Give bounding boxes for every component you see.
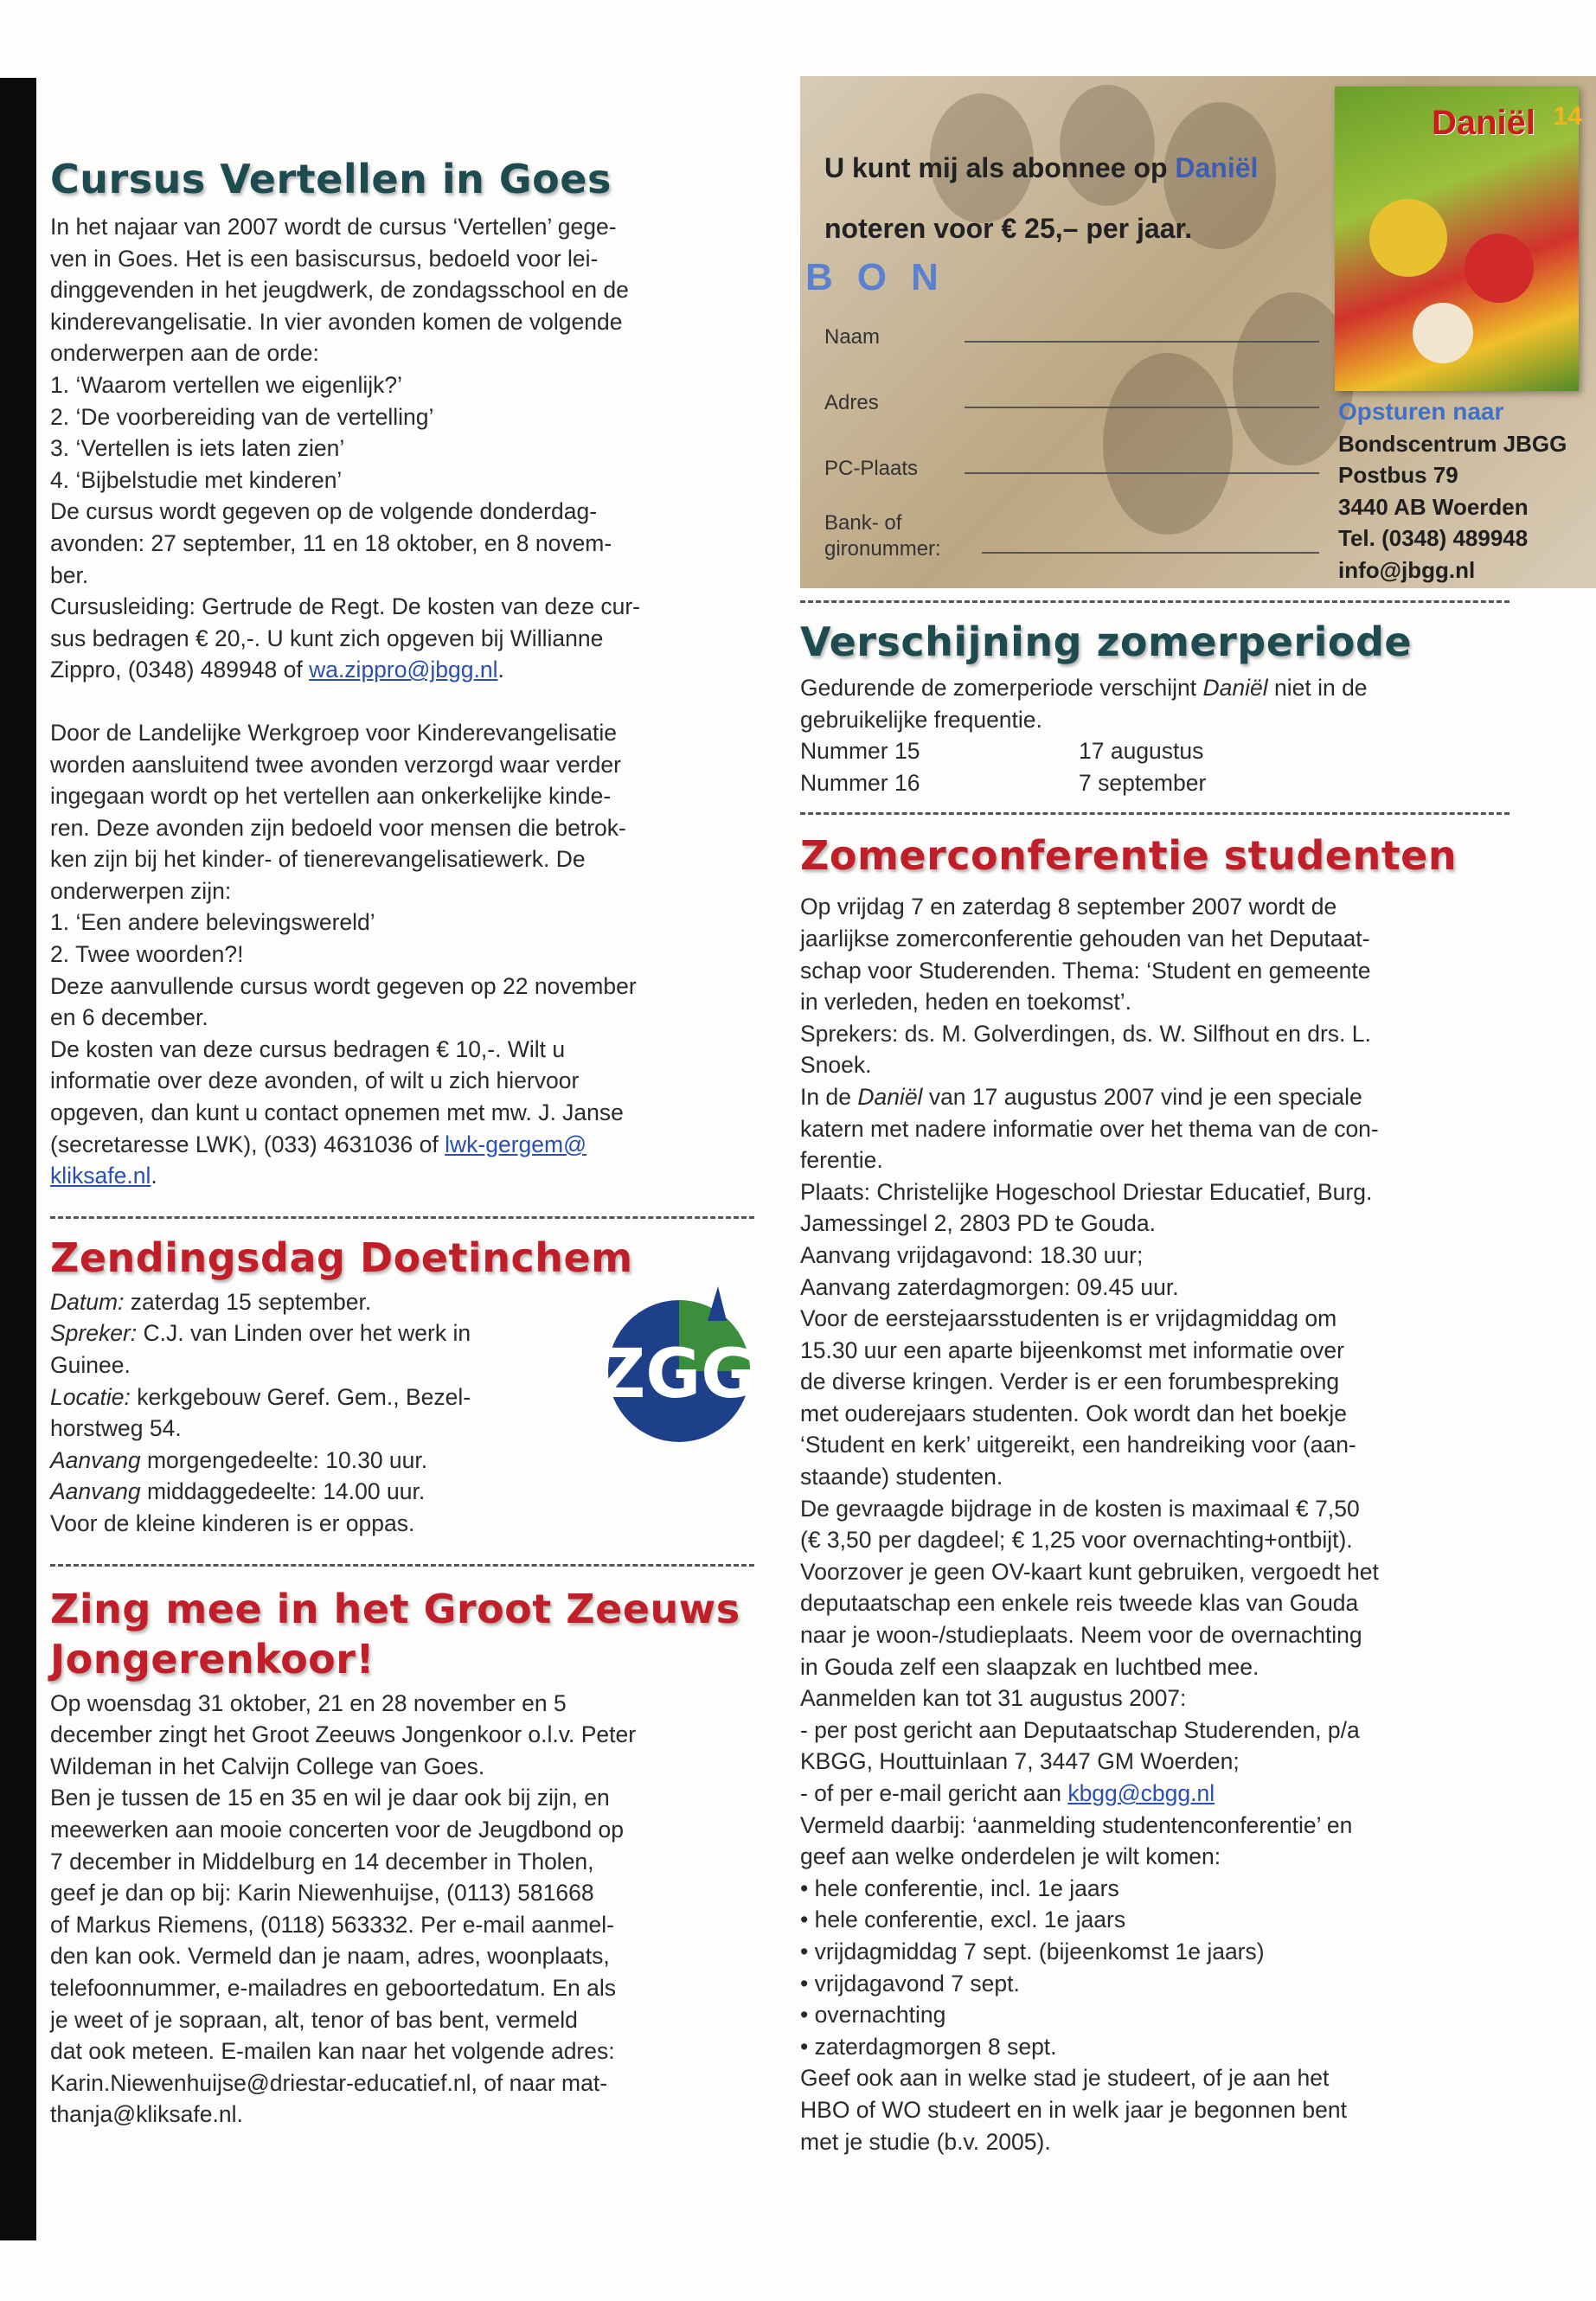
article-body bbox=[50, 1688, 754, 2131]
address-line: 3440 AB Woerden bbox=[1338, 493, 1529, 520]
email-link-lwk[interactable]: lwk-gergem@ bbox=[445, 1131, 586, 1157]
text-line: Voorzover je geen OV-kaart kunt gebruiken, vergoedt het bbox=[800, 1558, 1379, 1585]
list-item: • vrijdagmiddag 7 sept. (bijeenkomst 1e jaars) bbox=[800, 1938, 1265, 1965]
address-line: Tel. (0348) 489948 bbox=[1338, 525, 1529, 551]
issue-number: Nummer 15 bbox=[800, 738, 920, 765]
text-line: Ben je tussen de 15 en 35 en wil je daar ook bij zijn, en bbox=[50, 1785, 610, 1811]
subscription-coupon bbox=[800, 76, 1596, 588]
text-line: 1. ‘Een andere belevingswereld’ bbox=[50, 909, 375, 936]
text-line: geef je dan op bij: Karin Niewenhuijse, (0113) 581668 bbox=[50, 1880, 594, 1907]
text-line: Cursusleiding: Gertrude de Regt. De kosten van deze cur- bbox=[50, 593, 640, 620]
text-line: Snoek. bbox=[800, 1052, 872, 1079]
text: In de bbox=[800, 1083, 858, 1110]
text-line: - per post gericht aan Deputaatschap Studerenden, p/a bbox=[800, 1716, 1360, 1743]
text-line: Aanmelden kan tot 31 augustus 2007: bbox=[800, 1685, 1187, 1712]
photo-figure bbox=[1103, 353, 1233, 535]
text-line bbox=[800, 672, 1509, 704]
text: - of per e-mail gericht aan bbox=[800, 1780, 1068, 1806]
text-line: Plaats: Christelijke Hogeschool Driestar Educatief, Burg. bbox=[800, 1178, 1373, 1205]
text-line: 15.30 uur een aparte bijeenkomst met informatie over bbox=[800, 1336, 1344, 1363]
contact-text: Zippro, (0348) 489948 of bbox=[50, 657, 310, 683]
email-link-kbgg[interactable]: kbgg@cbgg.nl bbox=[1067, 1780, 1215, 1806]
value: morgengedeelte: 10.30 uur. bbox=[140, 1446, 428, 1473]
text-line: Aanvang vrijdagavond: 18.30 uur; bbox=[800, 1241, 1144, 1268]
address-line: info@jbgg.nl bbox=[1338, 556, 1476, 583]
title-line: Zing mee in het Groot Zeeuws bbox=[50, 1585, 740, 1632]
article-zendingsdag bbox=[50, 1234, 757, 1540]
coupon-price: noteren voor € 25,– per jaar. bbox=[824, 213, 1193, 244]
text-line: worden aansluitend twee avonden verzorgd waar verder bbox=[50, 751, 621, 778]
text-line: ferentie. bbox=[800, 1147, 883, 1174]
label: Aanvang bbox=[50, 1478, 141, 1505]
article-title bbox=[50, 1584, 754, 1684]
list-item: • hele conferentie, excl. 1e jaars bbox=[800, 1907, 1126, 1933]
issue-row bbox=[800, 767, 1509, 799]
article-verschijning bbox=[800, 619, 1509, 798]
article-title: Cursus Vertellen in Goes bbox=[50, 156, 612, 202]
article-title: Zomerconferentie studenten bbox=[800, 832, 1458, 880]
text-line: telefoonnummer, e-mailadres en geboortedatum. En als bbox=[50, 1974, 617, 2001]
text-line: deputaatschap een enkele reis tweede klas van Gouda bbox=[800, 1590, 1359, 1617]
field-label-naam: Naam bbox=[824, 325, 881, 349]
text-line: Voor de eerstejaarsstudenten is er vrijdagmiddag om bbox=[800, 1305, 1337, 1332]
text-line: 3. ‘Vertellen is iets laten zien’ bbox=[50, 435, 345, 462]
issue-date: 17 augustus bbox=[1079, 738, 1204, 765]
text: Gedurende de zomerperiode verschijnt bbox=[800, 675, 1203, 701]
issue-row bbox=[800, 735, 1509, 767]
label: Datum: bbox=[50, 1288, 125, 1315]
text-line: ken zijn bij het kinder- of tienerevangelisatiewerk. De bbox=[50, 846, 586, 873]
magazine-name: Daniël bbox=[857, 1083, 923, 1110]
field-line-pc-plaats[interactable] bbox=[965, 472, 1319, 474]
field-label-adres: Adres bbox=[824, 391, 879, 414]
text-line: katern met nadere informatie over het thema van de con- bbox=[800, 1115, 1379, 1142]
detail-datum bbox=[50, 1286, 586, 1318]
magazine-title: Daniël bbox=[1431, 104, 1535, 142]
text-line: 1. ‘Waarom vertellen we eigenlijk?’ bbox=[50, 371, 402, 398]
text-line: Guinee. bbox=[50, 1352, 131, 1378]
section-divider bbox=[800, 600, 1509, 603]
text-line: De cursus wordt gegeven op de volgende donderdag- bbox=[50, 498, 598, 525]
magazine-name: Daniël bbox=[1175, 152, 1259, 183]
text-line: je weet of je sopraan, alt, tenor of bas bent, vermeld bbox=[50, 2006, 578, 2033]
text: van 17 augustus 2007 vind je een speciale bbox=[922, 1083, 1362, 1110]
text-line: ber. bbox=[50, 561, 89, 588]
detail-locatie bbox=[50, 1381, 586, 1413]
label-line: Bank- of bbox=[824, 511, 902, 535]
issue-date: 7 september bbox=[1079, 769, 1207, 796]
text-line: Karin.Niewenhuijse@driestar-educatief.nl, of naar mat- bbox=[50, 2069, 608, 2096]
photo-figure bbox=[1060, 85, 1155, 206]
value: zaterdag 15 september. bbox=[124, 1288, 372, 1315]
text-line: 2. Twee woorden?! bbox=[50, 941, 244, 968]
text-line: in Gouda zelf een slaapzak en luchtbed mee. bbox=[800, 1653, 1259, 1680]
text-line: Op vrijdag 7 en zaterdag 8 september 2007 wordt de bbox=[800, 894, 1337, 920]
text-line: de diverse kringen. Verder is er een forumbespreking bbox=[800, 1368, 1340, 1395]
article-body bbox=[800, 672, 1509, 798]
text-line: den kan ook. Vermeld dan je naam, adres, woonplaats, bbox=[50, 1943, 610, 1970]
email-link-zippro[interactable]: wa.zippro@jbgg.nl bbox=[309, 657, 498, 683]
cover-flower bbox=[1369, 199, 1447, 277]
text-line: avonden: 27 september, 11 en 18 oktober, en 8 novem- bbox=[50, 529, 612, 556]
detail-spreker bbox=[50, 1317, 586, 1349]
text-line: onderwerpen aan de orde: bbox=[50, 340, 319, 367]
text-line: onderwerpen zijn: bbox=[50, 877, 232, 904]
article-zing-mee bbox=[50, 1584, 754, 2131]
text-line: of Markus Riemens, (0118) 563332. Per e-mail aanmel- bbox=[50, 1911, 614, 1938]
punctuation: . bbox=[151, 1163, 157, 1189]
value: C.J. van Linden over het werk in bbox=[137, 1320, 471, 1347]
logo-text: ZGG bbox=[597, 1335, 757, 1413]
bon-label: BON bbox=[805, 256, 963, 298]
right-column bbox=[800, 76, 1582, 2157]
text-line: met je studie (b.v. 2005). bbox=[800, 2128, 1051, 2155]
text-line: jaarlijkse zomerconferentie gehouden van het Deputaat- bbox=[800, 925, 1370, 952]
article-title: Verschijning zomerperiode bbox=[800, 619, 1413, 665]
value: kerkgebouw Geref. Gem., Bezel- bbox=[130, 1383, 471, 1410]
send-heading: Opsturen naar bbox=[1338, 398, 1504, 425]
contact-line bbox=[50, 1129, 754, 1161]
contact-line bbox=[50, 1160, 754, 1192]
text-line: (€ 3,50 per dagdeel; € 1,25 voor overnachting+ontbijt). bbox=[800, 1527, 1353, 1554]
list-item: • hele conferentie, incl. 1e jaars bbox=[800, 1875, 1119, 1901]
magazine-cover bbox=[1335, 87, 1582, 391]
article-cursus-vertellen bbox=[50, 156, 754, 1192]
text-line: Jamessingel 2, 2803 PD te Gouda. bbox=[800, 1210, 1156, 1237]
contact-line bbox=[50, 654, 754, 686]
text-line: Wildeman in het Calvijn College van Goes. bbox=[50, 1753, 485, 1779]
text-line: Sprekers: ds. M. Golverdingen, ds. W. Silfhout en drs. L. bbox=[800, 1020, 1371, 1047]
text-line: In het najaar van 2007 wordt de cursus ‘Vertellen’ gege- bbox=[50, 214, 617, 240]
text-line: Op woensdag 31 oktober, 21 en 28 november en 5 bbox=[50, 1689, 567, 1716]
magazine-number: 14 bbox=[1553, 102, 1582, 131]
field-label-pc-plaats: PC-Plaats bbox=[824, 457, 919, 480]
text-line: ingegaan wordt op het vertellen aan onkerkelijke kinde- bbox=[50, 783, 612, 810]
article-body bbox=[50, 1286, 757, 1540]
text-line: Geef ook aan in welke stad je studeert, of je aan het bbox=[800, 2065, 1330, 2092]
coupon-headline bbox=[824, 152, 1258, 184]
text-line: informatie over deze avonden, of wilt u zich hiervoor bbox=[50, 1067, 580, 1094]
article-zomerconferentie bbox=[800, 832, 1509, 2157]
list-item: • vrijdagavond 7 sept. bbox=[800, 1970, 1020, 1997]
text-line: Vermeld daarbij: ‘aanmelding studentenconferentie’ en bbox=[800, 1811, 1353, 1838]
text-line: opgeven, dan kunt u contact opnemen met mw. J. Janse bbox=[50, 1099, 624, 1126]
magazine-name: Daniël bbox=[1202, 675, 1268, 701]
contact-text: (secretaresse LWK), (033) 4631036 of bbox=[50, 1131, 445, 1157]
text-line: thanja@kliksafe.nl. bbox=[50, 2101, 243, 2128]
text-line: Deze aanvullende cursus wordt gegeven op 22 november bbox=[50, 972, 637, 999]
field-line-adres[interactable] bbox=[965, 407, 1319, 408]
text-line: ‘Student en kerk’ uitgereikt, een handreiking voor (aan- bbox=[800, 1432, 1356, 1458]
text-line: geef aan welke onderdelen je wilt komen: bbox=[800, 1843, 1221, 1870]
text-line: kinderevangelisatie. In vier avonden komen de volgende bbox=[50, 308, 623, 335]
field-label-bank bbox=[824, 510, 941, 562]
list-item: • zaterdagmorgen 8 sept. bbox=[800, 2033, 1057, 2060]
text-line: horstweg 54. bbox=[50, 1415, 182, 1442]
punctuation: . bbox=[497, 657, 504, 683]
text-line: staande) studenten. bbox=[800, 1464, 1003, 1490]
text-line: Aanvang zaterdagmorgen: 09.45 uur. bbox=[800, 1273, 1179, 1300]
coupon-text: U kunt mij als abonnee op bbox=[824, 152, 1176, 183]
text-line: 2. ‘De voorbereiding van de vertelling’ bbox=[50, 403, 434, 430]
text-line: december zingt het Groot Zeeuws Jongenkoor o.l.v. Peter bbox=[50, 1721, 637, 1748]
label: Aanvang bbox=[50, 1446, 141, 1473]
text: niet in de bbox=[1267, 675, 1368, 701]
text-line: in verleden, heden en toekomst’. bbox=[800, 989, 1132, 1016]
text-line: met ouderejaars studenten. Ook wordt dan het boekje bbox=[800, 1400, 1347, 1426]
address-line: Bondscentrum JBGG bbox=[1338, 430, 1567, 457]
address-line: Postbus 79 bbox=[1338, 462, 1458, 488]
text-line bbox=[800, 1778, 1509, 1810]
text-line: ren. Deze avonden zijn bedoeld voor mensen die betrok- bbox=[50, 814, 626, 841]
text-line: schap voor Studerenden. Thema: ‘Student en gemeente bbox=[800, 957, 1371, 984]
section-divider bbox=[50, 1216, 754, 1219]
text-line: De kosten van deze cursus bedragen € 10,-. Wilt u bbox=[50, 1035, 566, 1062]
text-line: gebruikelijke frequentie. bbox=[800, 706, 1042, 733]
detail-aanvang-morgen bbox=[50, 1445, 586, 1477]
article-body bbox=[50, 211, 754, 1192]
zgg-logo bbox=[597, 1286, 761, 1451]
title-line: Jongerenkoor! bbox=[50, 1635, 375, 1682]
label: Spreker: bbox=[50, 1320, 138, 1347]
text-line: dat ook meteen. E-mailen kan naar het volgende adres: bbox=[50, 2038, 615, 2065]
field-line-bank[interactable] bbox=[982, 552, 1319, 554]
text-line: 7 december in Middelburg en 14 december in Tholen, bbox=[50, 1848, 594, 1875]
page-edge-shadow bbox=[0, 78, 36, 2240]
list-item: • overnachting bbox=[800, 2002, 946, 2029]
text-line: en 6 december. bbox=[50, 1004, 208, 1031]
article-title: Zendingsdag Doetinchem bbox=[50, 1234, 633, 1281]
send-to-address bbox=[1338, 396, 1567, 586]
section-divider bbox=[800, 812, 1509, 815]
label: Locatie: bbox=[50, 1383, 131, 1410]
text-line: De gevraagde bijdrage in de kosten is maximaal € 7,50 bbox=[800, 1495, 1360, 1522]
text-line: sus bedragen € 20,-. U kunt zich opgeven bij Willianne bbox=[50, 625, 604, 651]
text-line: Door de Landelijke Werkgroep voor Kinderevangelisatie bbox=[50, 719, 618, 746]
text-line: Voor de kleine kinderen is er oppas. bbox=[50, 1509, 415, 1536]
email-link-lwk-continued[interactable]: kliksafe.nl bbox=[50, 1163, 151, 1189]
section-divider bbox=[50, 1564, 754, 1567]
text-line: HBO of WO studeert en in welk jaar je begonnen bent bbox=[800, 2096, 1347, 2123]
left-column bbox=[50, 156, 757, 2131]
text-line: meewerken aan mooie concerten voor de Jeugdbond op bbox=[50, 1816, 624, 1843]
cover-flower bbox=[1465, 234, 1534, 303]
label-line: gironummer: bbox=[824, 537, 941, 561]
text-line bbox=[800, 1081, 1509, 1113]
text-line: naar je woon-/studieplaats. Neem voor de overnachting bbox=[800, 1622, 1362, 1649]
text-line: dinggevenden in het jeugdwerk, de zondagsschool en de bbox=[50, 277, 629, 304]
text-line: 4. ‘Bijbelstudie met kinderen’ bbox=[50, 466, 343, 493]
article-body bbox=[800, 891, 1509, 2157]
cover-flower bbox=[1413, 303, 1473, 363]
value: middaggedeelte: 14.00 uur. bbox=[140, 1478, 426, 1505]
text-line: ven in Goes. Het is een basiscursus, bedoeld voor lei- bbox=[50, 245, 599, 272]
field-line-naam[interactable] bbox=[965, 341, 1319, 343]
issue-number: Nummer 16 bbox=[800, 769, 920, 796]
detail-aanvang-middag bbox=[50, 1476, 586, 1508]
text-line: KBGG, Houttuinlaan 7, 3447 GM Woerden; bbox=[800, 1748, 1240, 1775]
